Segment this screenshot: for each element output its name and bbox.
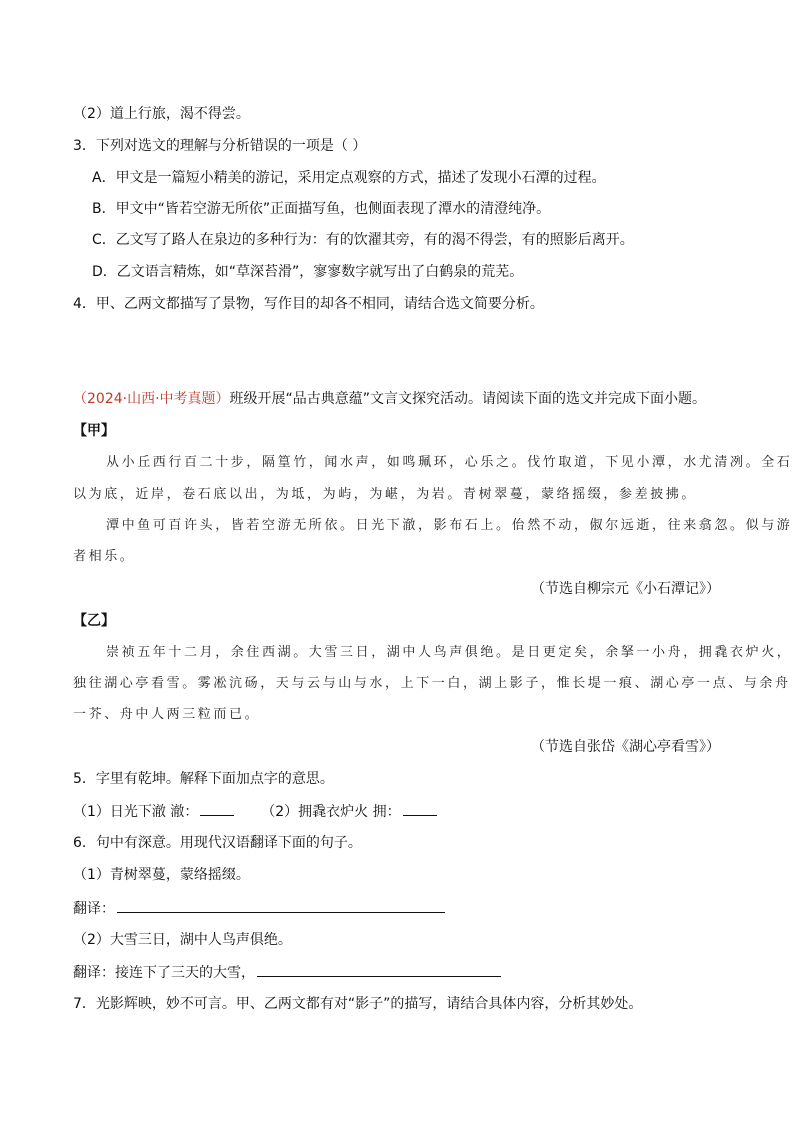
question-6: 6．句中有深意。用现代汉语翻译下面的句子。 [73, 835, 362, 851]
passage-yi-line: 一芥、舟中人两三粒而已。 [73, 707, 261, 722]
question-6-item-2: （2）大雪三日，湖中人鸟声俱绝。 [73, 932, 292, 948]
passage-jia-line: 以为底，近岸，卷石底以出，为坻，为屿，为嵁，为岩。青树翠蔓，蒙络摇缀，参差披拂。 [73, 487, 698, 502]
answer-blank[interactable] [200, 801, 234, 816]
section-intro [73, 389, 706, 409]
source-tag: （2024·山西·中考真题） [73, 391, 230, 407]
question-6-item-1: （1）青树翠蔓，蒙络摇缀。 [73, 867, 250, 883]
question-5: 5．字里有乾坤。解释下面加点字的意思。 [73, 771, 334, 787]
translation-label: 翻译： [73, 901, 115, 917]
option-c: C．乙文写了路人在泉边的多种行为：有的饮濯其旁，有的渴不得尝，有的照影后离开。 [92, 232, 634, 248]
passage-jia-label: 【甲】 [73, 423, 115, 439]
translation-2 [73, 962, 503, 983]
passage-jia-line: 潭中鱼可百许头，皆若空游无所依。日光下澈，影布石上。佁然不动，俶尔远逝，往来翕忽。似与游 [106, 518, 793, 533]
translation-prefix: 翻译：接连下了三天的大雪， [73, 965, 255, 981]
passage-jia-line: 者相乐。 [73, 549, 136, 564]
passage-jia-line: 从小丘西行百二十步，隔篁竹，闻水声，如鸣珮环，心乐之。伐竹取道，下见小潭，水尤清冽。全石 [106, 455, 793, 470]
question-3: 3．下列对选文的理解与分析错误的一项是（ ） [73, 138, 367, 154]
option-d: D．乙文语言精炼，如“草深苔滑”，寥寥数字就写出了白鹤泉的荒芜。 [92, 264, 524, 280]
question-5-items [73, 801, 439, 822]
answer-blank[interactable] [117, 898, 445, 913]
question-7: 7．光影辉映，妙不可言。甲、乙两文都有对“影子”的描写，请结合具体内容，分析其妙处。 [73, 996, 643, 1012]
q5-item-2: （2）拥毳衣炉火 拥： [261, 804, 401, 820]
answer-blank[interactable] [403, 801, 437, 816]
passage-yi-line: 独往湖心亭看雪。雾凇沆砀，天与云与山与水，上下一白，湖上影子，惟长堤一痕、湖心亭一点、与余舟 [73, 676, 791, 691]
answer-blank[interactable] [257, 962, 501, 977]
section-intro-text: 班级开展“品古典意蕴”文言文探究活动。请阅读下面的选文并完成下面小题。 [229, 391, 707, 407]
item-2-text: （2）道上行旅，渴不得尝。 [73, 106, 250, 122]
question-4: 4．甲、乙两文都描写了景物，写作目的却各不相同，请结合选文简要分析。 [73, 296, 544, 312]
option-b: B．甲文中“皆若空游无所依”正面描写鱼，也侧面表现了潭水的清澄纯净。 [92, 201, 551, 217]
option-a: A．甲文是一篇短小精美的游记，采用定点观察的方式，描述了发现小石潭的过程。 [92, 170, 606, 186]
passage-jia-source: （节选自柳宗元《小石潭记》） [531, 581, 720, 597]
passage-yi-source: （节选自张岱《湖心亭看雪》） [531, 739, 720, 755]
passage-yi-label: 【乙】 [73, 613, 115, 629]
q5-item-1: （1）日光下澈 澈： [73, 804, 199, 820]
translation-1 [73, 898, 447, 919]
passage-yi-line: 崇祯五年十二月，余住西湖。大雪三日，湖中人鸟声俱绝。是日更定矣，余拏一小舟，拥毳衣炉火， [106, 645, 793, 660]
